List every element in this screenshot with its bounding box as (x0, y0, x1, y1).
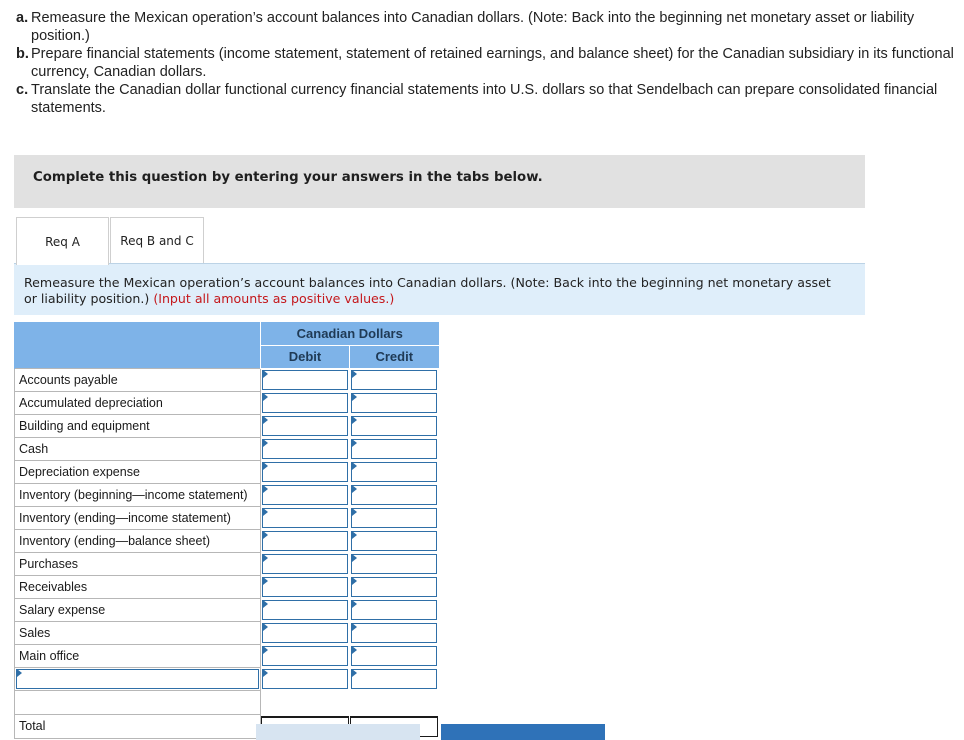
credit-cell (350, 529, 439, 552)
credit-cell-input[interactable] (351, 508, 437, 528)
header-credit: Credit (350, 345, 439, 368)
credit-cell-input[interactable] (351, 646, 437, 666)
debit-cell-input[interactable] (262, 669, 348, 689)
instruction-letter: c. (16, 82, 29, 98)
credit-cell (350, 483, 439, 506)
panel-instruction (14, 263, 865, 315)
tab-label: Req A (45, 234, 80, 249)
credit-cell (350, 414, 439, 437)
debit-cell-input[interactable] (262, 623, 348, 643)
total-label: Total (15, 714, 261, 738)
table-row (15, 506, 439, 529)
table-body (15, 368, 439, 738)
header-canadian-dollars: Canadian Dollars (261, 322, 439, 345)
credit-cell (350, 644, 439, 667)
account-label: Inventory (ending—balance sheet) (15, 529, 261, 552)
table-row (15, 644, 439, 667)
account-label: Main office (15, 644, 261, 667)
table-row (15, 437, 439, 460)
spacer-cell (15, 690, 261, 714)
account-label: Inventory (beginning—income statement) (15, 483, 261, 506)
credit-cell-input[interactable] (351, 554, 437, 574)
table-row (15, 414, 439, 437)
debit-cell-input[interactable] (262, 531, 348, 551)
instruction-c (16, 81, 956, 117)
debit-cell (261, 575, 350, 598)
remeasurement-table (14, 322, 439, 739)
banner-text: Complete this question by entering your answers in the tabs below. (33, 170, 543, 185)
debit-cell (261, 368, 350, 391)
spacer-row (15, 690, 439, 714)
credit-cell-input[interactable] (351, 370, 437, 390)
account-label: Depreciation expense (15, 460, 261, 483)
debit-cell-input[interactable] (262, 439, 348, 459)
table-row (15, 598, 439, 621)
debit-cell-input[interactable] (262, 554, 348, 574)
debit-cell (261, 460, 350, 483)
account-label: Inventory (ending—income statement) (15, 506, 261, 529)
table-row (15, 391, 439, 414)
credit-cell (350, 460, 439, 483)
debit-cell (261, 621, 350, 644)
credit-cell (350, 391, 439, 414)
previous-button[interactable] (256, 724, 420, 740)
header-row-group (15, 322, 439, 345)
tab-label: Req B and C (120, 233, 194, 248)
account-label: Sales (15, 621, 261, 644)
debit-cell-input[interactable] (262, 485, 348, 505)
spacer-cell (350, 690, 439, 714)
credit-cell-input[interactable] (351, 623, 437, 643)
debit-cell-input[interactable] (262, 462, 348, 482)
credit-cell (350, 667, 439, 690)
credit-cell (350, 368, 439, 391)
credit-cell (350, 552, 439, 575)
instructions (16, 9, 956, 117)
instruction-a (16, 9, 956, 45)
header-blank (15, 322, 261, 368)
debit-cell (261, 391, 350, 414)
debit-cell-input[interactable] (262, 646, 348, 666)
debit-cell-input[interactable] (262, 600, 348, 620)
table-row (15, 460, 439, 483)
credit-cell (350, 506, 439, 529)
credit-cell-input[interactable] (351, 462, 437, 482)
table-row (15, 368, 439, 391)
instruction-text: Translate the Canadian dollar functional currency financial statements into U.S. dollars so that Sendelbach can prepare consolidated financial statements. (31, 82, 938, 116)
account-label: Salary expense (15, 598, 261, 621)
debit-cell (261, 414, 350, 437)
panel-instruction-main: Remeasure the Mexican operation’s account balances into Canadian dollars. (Note: Back into the beginning net monetary asset or liability position.) (24, 275, 831, 306)
table-row (15, 575, 439, 598)
next-button[interactable] (441, 724, 605, 740)
header-debit: Debit (261, 345, 350, 368)
panel-instruction-hint: (Input all amounts as positive values.) (153, 291, 395, 306)
instruction-b (16, 45, 956, 81)
table-row-blank (15, 667, 439, 690)
tab-req-a[interactable] (16, 217, 109, 265)
instruction-letter: a. (16, 10, 29, 26)
account-label: Building and equipment (15, 414, 261, 437)
account-label: Accounts payable (15, 368, 261, 391)
account-label-cell (15, 667, 261, 690)
credit-cell-input[interactable] (351, 393, 437, 413)
debit-cell-input[interactable] (262, 577, 348, 597)
account-label: Receivables (15, 575, 261, 598)
account-label: Cash (15, 437, 261, 460)
table-row (15, 621, 439, 644)
table-row (15, 552, 439, 575)
debit-cell (261, 552, 350, 575)
credit-cell-input[interactable] (351, 439, 437, 459)
debit-cell (261, 667, 350, 690)
credit-cell (350, 621, 439, 644)
debit-cell (261, 483, 350, 506)
account-input[interactable] (16, 669, 259, 689)
credit-cell (350, 437, 439, 460)
table-row (15, 529, 439, 552)
instruction-text: Remeasure the Mexican operation’s account balances into Canadian dollars. (Note: Back into the beginning net monetary asset or liability position.) (31, 10, 915, 44)
debit-cell (261, 506, 350, 529)
credit-cell-input[interactable] (351, 416, 437, 436)
instruction-text: Prepare financial statements (income statement, statement of retained earnings, and balance sheet) for the Canadian subsidiary in its functional currency, Canadian dollars. (31, 46, 954, 80)
credit-cell (350, 598, 439, 621)
credit-cell-input[interactable] (351, 577, 437, 597)
panel-instruction-text (24, 275, 844, 307)
debit-cell-input[interactable] (262, 416, 348, 436)
debit-cell-input[interactable] (262, 370, 348, 390)
tab-req-b-and-c[interactable] (110, 217, 204, 263)
credit-cell-input[interactable] (351, 485, 437, 505)
account-label: Accumulated depreciation (15, 391, 261, 414)
spacer-cell (261, 690, 350, 714)
credit-cell-input[interactable] (351, 669, 437, 689)
debit-cell (261, 598, 350, 621)
debit-cell (261, 644, 350, 667)
credit-cell-input[interactable] (351, 531, 437, 551)
credit-cell (350, 575, 439, 598)
credit-cell-input[interactable] (351, 600, 437, 620)
account-label: Purchases (15, 552, 261, 575)
instruction-letter: b. (16, 46, 29, 62)
debit-cell-input[interactable] (262, 508, 348, 528)
tabs-banner (14, 155, 865, 208)
debit-cell (261, 529, 350, 552)
debit-cell (261, 437, 350, 460)
table-row (15, 483, 439, 506)
debit-cell-input[interactable] (262, 393, 348, 413)
